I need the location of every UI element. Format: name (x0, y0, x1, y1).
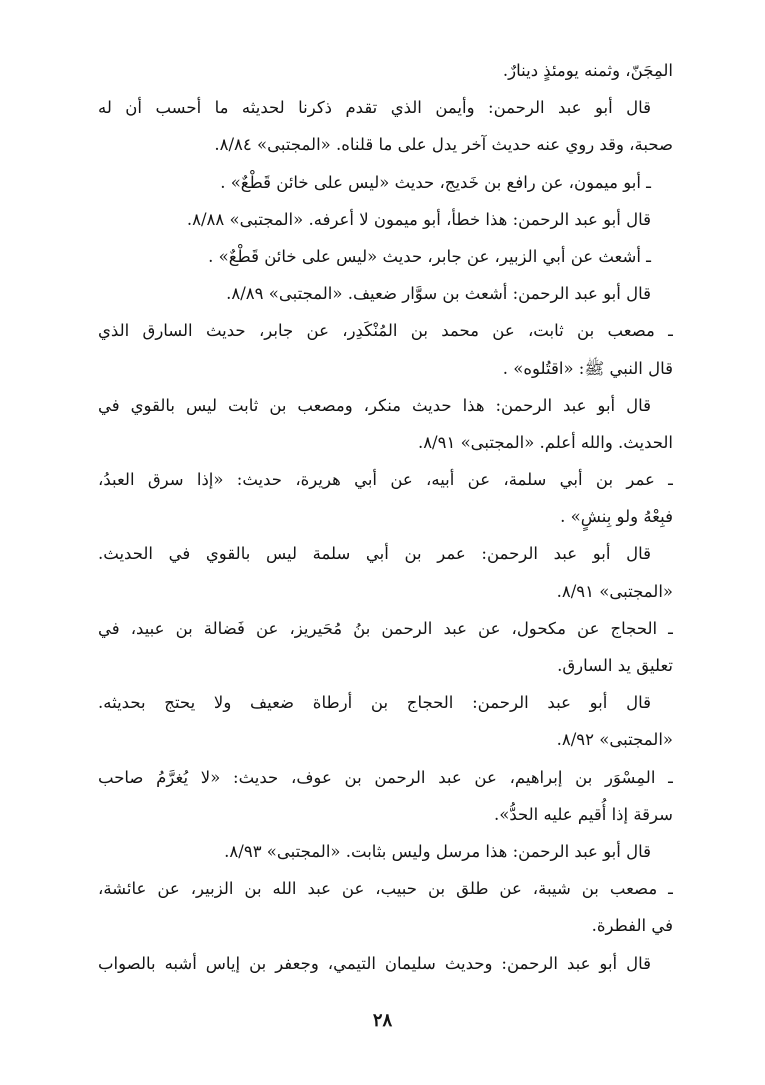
text-line: الحديث. والله أعلم. «المجتبى» ٨/٩١. (417, 432, 673, 452)
text-line: قال أبو عبد الرحمن: أشعث بن سوَّار ضعيف. «المجتبى» ٨/٨٩. (226, 284, 651, 304)
text-line: قال أبو عبد الرحمن: هذا مرسل وليس بثابت. «المجتبى» ٨/٩٣. (224, 841, 651, 861)
text-line: ـ مصعب بن ثابت، عن محمد بن المُنْكَدِر، عن جابر، حديث السارق الذي (98, 321, 673, 341)
text-line: المِجَنّ، وثمنه يومئذٍ دينارٌ. (502, 61, 673, 80)
text-line: فبِعْهُ ولو بِنشٍ» . (560, 507, 673, 527)
text-line: تعليق يد السارق. (557, 656, 673, 675)
text-line: «المجتبى» ٨/٩١. (556, 581, 673, 601)
text-line: ـ أشعث عن أبي الزبير، عن جابر، حديث «ليس على خائن قَطْعٌ» . (208, 246, 651, 266)
text-line: ـ أبو ميمون، عن رافع بن خَديج، حديث «ليس على خائن قَطْعٌ» . (220, 172, 651, 192)
text-line: «المجتبى» ٨/٩٢. (556, 730, 673, 750)
text-line: ـ مصعب بن شيبة، عن طلق بن حبيب، عن عبد الله بن الزبير، عن عائشة، (98, 879, 673, 899)
text-line: قال أبو عبد الرحمن: الحجاج بن أرطاة ضعيف ولا يحتج بحديثه. (98, 693, 651, 713)
text-line: ـ الحجاج عن مكحول، عن عبد الرحمن بنُ مُحَيريز، عن فَضالة بن عبيد، في (98, 618, 673, 638)
text-line: قال أبو عبد الرحمن: وحديث سليمان التيمي، وجعفر بن إياس أشبه بالصواب (98, 953, 651, 973)
text-line: سرقة إذا أُقيم عليه الحدُّ». (494, 804, 673, 824)
text-line: صحبة، وقد روي عنه حديث آخر يدل على ما قلناه. «المجتبى» ٨/٨٤. (214, 135, 673, 155)
page-text (98, 52, 673, 982)
text-line: قال أبو عبد الرحمن: وأيمن الذي تقدم ذكرنا لحديثه ما أحسب أن له (98, 98, 651, 118)
text-line: قال أبو عبد الرحمن: عمر بن أبي سلمة ليس بالقوي في الحديث. (98, 544, 651, 564)
text-line: ـ عمر بن أبي سلمة، عن أبيه، عن أبي هريرة، حديث: «إذا سرق العبدُ، (98, 470, 673, 490)
text-line: قال أبو عبد الرحمن: هذا حديث منكر، ومصعب بن ثابت ليس بالقوي في (98, 395, 651, 415)
text-line: في الفطرة. (591, 916, 673, 936)
text-line: ـ المِسْوَر بن إبراهيم، عن عبد الرحمن بن عوف، حديث: «لا يُغرَّمُ صاحب (98, 767, 673, 787)
page-number: ٢٨ (372, 1010, 393, 1031)
text-line: قال النبي ﷺ: «اقتُلوه» . (502, 358, 673, 378)
text-line: قال أبو عبد الرحمن: هذا خطأ، أبو ميمون لا أعرفه. «المجتبى» ٨/٨٨. (186, 209, 651, 229)
